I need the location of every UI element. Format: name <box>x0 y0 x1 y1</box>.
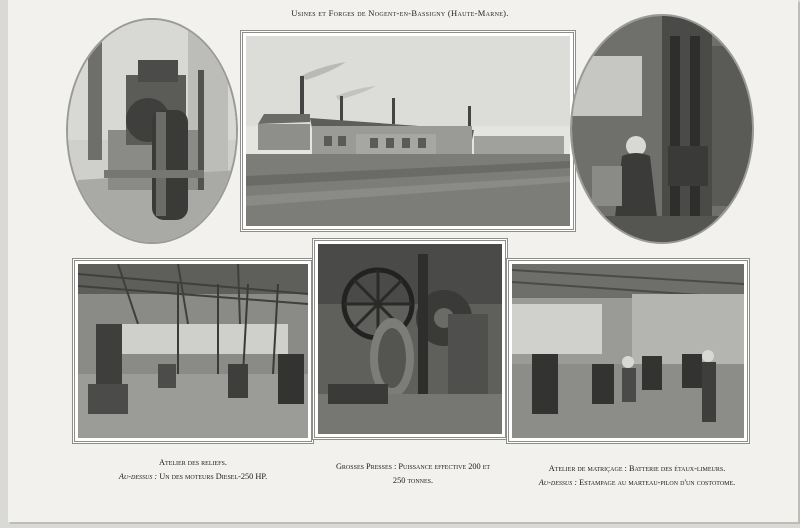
photo-large-presses <box>312 238 508 440</box>
large-presses-image <box>318 244 502 434</box>
photo-reliefs-workshop <box>72 258 314 444</box>
caption-presses-line1: Grosses Presses : Puissance effective 200 et <box>335 462 491 471</box>
caption-reliefs-title: Atelier des reliefs. <box>159 458 227 467</box>
caption-presses-line2: 250 tonnes. <box>392 476 434 485</box>
photo-die-forging-workshop <box>506 258 750 444</box>
caption-presses <box>310 460 516 488</box>
diesel-engine-image <box>68 20 238 244</box>
photo-drop-hammer <box>570 14 754 244</box>
caption-die-forging-subtitle <box>512 476 762 490</box>
drop-hammer-image <box>572 16 754 244</box>
reliefs-workshop-image <box>78 264 308 438</box>
caption-die-forging <box>512 462 762 490</box>
caption-reliefs-above-label: Au-dessus : <box>118 472 158 481</box>
factory-exterior-image <box>246 36 570 226</box>
photo-diesel-engine <box>66 18 238 244</box>
caption-reliefs-subtitle <box>80 470 306 484</box>
caption-die-forging-above-text: Estampage au marteau-pilon d'un costotome. <box>577 478 736 487</box>
caption-reliefs-above-text: Un des moteurs Diesel-250 HP. <box>157 472 268 481</box>
caption-die-forging-title: Atelier de matriçage : Batterie des étaux-limeurs. <box>548 464 726 473</box>
photo-factory-exterior <box>240 30 576 232</box>
die-forging-workshop-image <box>512 264 744 438</box>
caption-die-forging-above-label: Au-dessus : <box>538 478 578 487</box>
caption-reliefs <box>80 456 306 484</box>
page-title: Usines et Forges de Nogent-en-Bassigny (Haute-Marne). <box>291 8 509 18</box>
